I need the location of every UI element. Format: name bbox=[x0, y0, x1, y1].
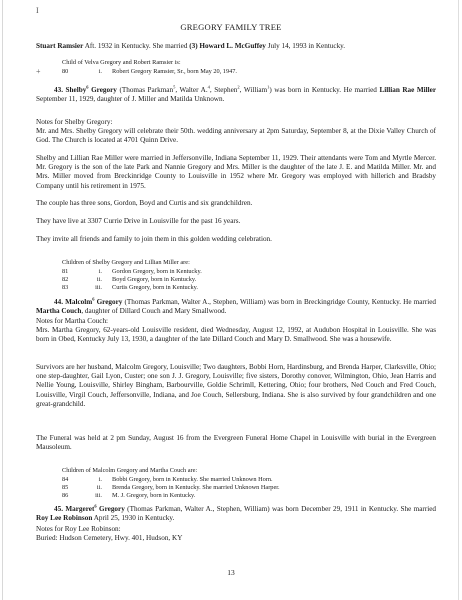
shelby-children-header: Children of Shelby Gregory and Lillian Miller are: bbox=[62, 259, 190, 266]
notes-paragraph: Mr. and Mrs. Shelby Gregory will celebrate their 50th. wedding anniversary at 2pm Saturday, September 8, at the Dixie Valley Church of God. The Church is located at 4701 Quinn Drive. bbox=[36, 127, 436, 145]
notes-header: Notes for Roy Lee Robinson: bbox=[36, 525, 121, 533]
malcolm-children-header: Children of Malcolm Gregory and Martha Couch are: bbox=[62, 467, 198, 474]
malcolm-entry: 44. Malcolm$^6$ Gregory (Thomas Parkman, Walter A., Stephen, William) was born in Breckingridge County, Kentucky. He married Martha Couch, daughter of Dillard Couch and Mary Smallwood. bbox=[36, 296, 436, 316]
child-ordinal: i. bbox=[98, 68, 102, 75]
page-title: GREGORY FAMILY TREE bbox=[180, 22, 282, 32]
stuart-entry: Stuart Ramsier Aft. 1932 in Kentucky. She married (3) Howard L. McGuffey July 14, 1993 in Kentucky. bbox=[36, 42, 346, 50]
shelby-entry: 43. Shelby$^6$ Gregory (Thomas Parkman$^5$, Walter A.$^4$, Stephen$^2$, William$^1$) was born in Kentucky. He married Lillian Rae Miller September 11, 1929, daughter of J. Miller and Matilda Unknown. bbox=[36, 84, 437, 104]
child-number: 80 bbox=[62, 68, 69, 75]
martha-notes bbox=[36, 317, 436, 345]
shelby-notes-2: Shelby and Lillian Rae Miller were married in Jeffersonville, Indiana September 11, 1929. Their attendants were Tom and Myrtle Mercer. Mr. Gregory is the son of the late Park and Nannie Gregory and Mrs. Miller is the daughter of the late J. E. and Matilda Miller. Mr. and Mrs. Miller moved from Breckinridge County to Louisville in 1952 where Mr. Gregory was employed with hillerich and Bradsby Company until his retirement in 1975. bbox=[36, 154, 436, 190]
document-page: I GREGORY FAMILY TREE Stuart Ramsier Aft. 1932 in Kentucky. She married (3) Howard L. McGuffey July 14, 1993 in Kentucky. Child of Velva Gregory and Robert Ramsier is: + 80 i. Robert Gregory Ramsier, Sr., born May 20, 1947. 43. Shelby$^6$ Gregory (Thomas Parkman$^5$, Walter A.$^4$, Stephen$^2$, William$^1$) was born in Kentucky. He married Lillian Rae Miller September 11, 1929, daughter of J. Miller and Matilda Unknown. Notes for Shelby Gregory: Mr. and Mrs. Shelby Gregory will celebrate their 50th. wedding anniversary at 2pm Saturday, September 8, at the Dixie Valley Church of God. The Church is located at 4701 Quinn Drive. Shelby and Lillian Rae Miller were married in Jeffersonville, Indiana September 11, 1929. Their attendants were Tom and Myrtle Mercer. Mr. Gregory is the son of the late Park and Nannie Gregory and Mrs. Miller is the daughter of the late J. E. and Matilda Miller. Mr. and Mrs. Miller moved from Breckinridge County to Louisville in 1952 where Mr. Gregory was employed with hillerich and Bradsby Company until his retirement in 1975. The couple has three sons, Gordon, Boyd and Curtis and six grandchildren. They have live at 3307 Currie Drive in Louisville for the past 16 years. They invite all friends and family to join them in this golden wedding celebration. Children of Shelby Gregory and Lillian Miller are: 81 i. Gordon Gregory, born in Kentucky. 82 ii. Boyd Gregory, born in Kentucky. 83 iii. Curtis Gregory, born in Kentucky. 44. Malcolm$^6$ Gregory (Thomas Parkman, Walter A., Stephen, William) was born in Breckingridge County, Kentucky. He married Martha Couch, daughter of Dillard Couch and Mary Smallwood. Notes for Martha Couch: Mrs. Martha Gregory, 62-years-old Louisville resident, died Wednesday, August 12, 1992, at Audubon Hospital in Louisville. She was born in Obed, Kentucky July 13, 1930, a daughter of the late Dillard Couch and Mary D. Smallwood. She was a housewife. Survivors are her husband, Malcolm Gregory, Louisville; Two daughters, Bobbi Horn, Hardinsburg, and Brenda Harper, Clarksville, Ohio; one step-daughter, Gail Lyon, Custer; one son J. J. Gregory, Louisville; five sisters, Dorothy conover, Wilmington, Ohio, Jean Harris and Nellie Young, Louisville, Shirley Bingham, Barbourville, Goldie Schrimll, Kettering, Ohio; four brothers, Ned Couch and Fred Couch, Louisville, Virgil Couch, Jeffersonville, Indiana, and Joe Couch, Sellersburg, Indiana. She is also survived by four grandchildren and one great-grandchild. The Funeral was held at 2 pm Sunday, August 16 from the Evergreen Funeral Home Chapel in Louisville with burial in the Evergreen Mausoleum. Children of Malcolm Gregory and Martha Couch are: 84 i. Bobbi Gregory, born in Kentucky. She married Unknown Horn. 85 ii. Brenda Gregory, born in Kentucky. She married Unknown Harper. 86 iii. M. J. Gregory, born in Kentucky. 45. Margeret$^6$ Gregory (Thomas Parkman, Walter A., Stephen, William) was born December 29, 1911 in Kentucky. She married Roy Lee Robinson April 25, 1930 in Kentucky. Notes for Roy Lee Robinson: Buried: Hudson Cemetery, Hwy. 401, Hudson, KY 13 bbox=[0, 0, 462, 600]
shelby-notes-4: They have live at 3307 Currie Drive in Louisville for the past 16 years. bbox=[36, 217, 241, 225]
scan-edge-left bbox=[2, 0, 3, 600]
scan-edge-right bbox=[458, 0, 459, 600]
martha-notes-2: Survivors are her husband, Malcolm Gregory, Louisville; Two daughters, Bobbi Horn, Hardinsburg, and Brenda Harper, Clarksville, Ohio; one step-daughter, Gail Lyon, Custer; one son J. J. Gregory, Louisville; five sisters, Dorothy conover, Wilmington, Ohio, Jean Harris and Nellie Young, Louisville, Shirley Bingham, Barbourville, Goldie Schrimll, Kettering, Ohio; four brothers, Ned Couch and Fred Couch, Louisville, Virgil Couch, Jeffersonville, Indiana, and Joe Couch, Sellersburg, Indiana. She is also survived by four grandchildren and one great-grandchild. bbox=[36, 363, 436, 408]
roy-notes bbox=[36, 525, 436, 543]
shelby-notes-5: They invite all friends and family to join them in this golden wedding celebration. bbox=[36, 235, 272, 243]
velva-children-header: Child of Velva Gregory and Robert Ramsier is: bbox=[62, 59, 181, 66]
margin-mark-top: I bbox=[36, 6, 39, 15]
child-text: Robert Gregory Ramsier, Sr., born May 20, 1947. bbox=[112, 68, 237, 75]
plus-marker: + bbox=[36, 67, 41, 76]
notes-paragraph: Mrs. Martha Gregory, 62-years-old Louisville resident, died Wednesday, August 12, 1992, at Audubon Hospital in Louisville. She was born in Obed, Kentucky July 13, 1930, a daughter of the late Dillard Couch and Mary D. Smallwood. She was a housewife. bbox=[36, 326, 436, 344]
burial-line: Buried: Hudson Cemetery, Hwy. 401, Hudson, KY bbox=[36, 534, 183, 543]
page-number: 13 bbox=[227, 568, 235, 577]
notes-header: Notes for Shelby Gregory: bbox=[36, 118, 113, 126]
margaret-entry: 45. Margeret$^6$ Gregory (Thomas Parkman, Walter A., Stephen, William) was born December 29, 1911 in Kentucky. She married Roy Lee Robinson April 25, 1930 in Kentucky. bbox=[36, 503, 436, 523]
shelby-notes bbox=[36, 118, 436, 146]
shelby-notes-3: The couple has three sons, Gordon, Boyd and Curtis and six grandchildren. bbox=[36, 199, 253, 207]
martha-notes-3: The Funeral was held at 2 pm Sunday, August 16 from the Evergreen Funeral Home Chapel in Louisville with burial in the Evergreen Mausoleum. bbox=[36, 434, 436, 452]
notes-header: Notes for Martha Couch: bbox=[36, 317, 109, 325]
